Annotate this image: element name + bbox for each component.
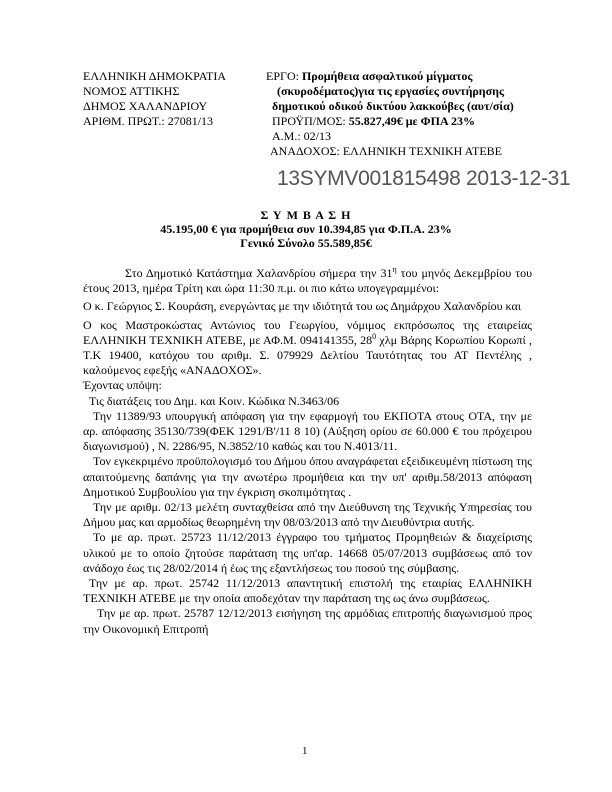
party-contractor-sup: 0 (372, 331, 377, 341)
consideration-item: Την με αρ. πρωτ. 25742 11/12/2013 απαντητική επιστολή της εταιρίας ΕΛΛΗΝΙΚΗ ΤΕΧΝΙΚΗ ΑΤΕΒΕ με την οποία αποδεχόταν την παράταση της ως άνω συμβάσεως. (83, 576, 532, 606)
issuer-line-municipality: ΔΗΜΟΣ ΧΑΛΑΝΔΡΙΟΥ (83, 99, 208, 113)
consideration-item: Την με αρ. πρωτ. 25787 12/12/2013 εισήγηση της αρμόδιας επιτροπής διαγωνισμού προς την Οικονομική Επιτροπή (83, 606, 532, 636)
contract-amount-line: 45.195,00 € για προμήθεια συν 10.394,85 για Φ.Π.Α. 23% (160, 222, 452, 236)
considering-heading: Έχοντας υπόψη: (83, 378, 162, 393)
contractor-line: ΑΝΑΔΟΧΟΣ: ΕΛΛΗΝΙΚΗ ΤΕΧΝΙΚΗ ΑΤΕΒΕ (270, 144, 502, 158)
budget-line (266, 114, 514, 129)
intro-text-b: του μηνός Δεκεμβρίου του έτους 2013, ημέρα Τρίτη και ώρα 11:30 π.μ. οι πιο κάτω υπογεγραμμένοι: (83, 266, 533, 296)
project-title-1: Προμήθεια ασφαλτικού μίγματος (301, 69, 473, 83)
consideration-item: Την με αριθμ. 02/13 μελέτη συνταχθείσα από την Διεύθυνση της Τεχνικής Υπηρεσίας του Δήμου μας και αρμοδίως θεωρημένη την 08/03/2013 από την Διευθύντρια αυτής. (83, 500, 532, 530)
contract-body (83, 266, 532, 637)
project-block (266, 69, 514, 159)
budget-value: 55.827,49€ με ΦΠΑ 23% (348, 114, 475, 128)
issuer-block (83, 69, 226, 129)
project-title-3: δημοτικού οδικού δικτύου λακκούβες (αυτ/σία) (272, 99, 514, 113)
intro-sup: η (392, 265, 397, 274)
consideration-item: Την 11389/93 υπουργική απόφαση για την εφαρμογή του ΕΚΠΟΤΑ στους ΟΤΑ, την με αρ. απόφασης 35130/739(ΦΕΚ 1291/Β'/11 8 10) (Αύξηση ορίου σε 60.000 € του πρόχειρου διαγωνισμού) , Ν. 2286/95, Ν.3852/10 καθώς και του Ν.4013/11. (83, 408, 532, 454)
project-title-2: (σκυροδέματος)για τις εργασίες συντήρησης (277, 84, 505, 98)
project-line-1 (266, 69, 514, 84)
consideration-item: Τον εγκεκριμένο προϋπολογισμό του Δήμου όπου αναγράφεται εξειδικευμένη πίστωση της απαιτούμενης δαπάνης για την ανωτέρω προμήθεια και την υπ' αριθμ.58/2013 απόφαση Δημοτικού Συμβουλίου για την έγκριση σκοπιμότητας . (83, 454, 532, 499)
issuer-line-prefecture: ΝΟΜΟΣ ΑΤΤΙΚΗΣ (83, 84, 180, 98)
am-number: Α.Μ.: 02/13 (272, 129, 332, 143)
ada-stamp: 13SYMV001815498 2013-12-31 (277, 167, 571, 190)
party-contractor (83, 318, 532, 379)
intro-text-a: Στο Δημοτικό Κατάστημα Χαλανδρίου σήμερα την 31 (125, 266, 393, 280)
budget-label: ΠΡΟΫΠ/ΜΟΣ: (272, 114, 346, 128)
party-mayor: Ο κ. Γεώργιος Σ. Κουράση, ενεργώντας με την ιδιότητά του ως Δημάρχου Χαλανδρίου και (83, 299, 521, 314)
contract-heading: Σ Υ Μ Β Α Σ Η (260, 208, 352, 222)
party-contractor-text-b: χλμ Βάρης Κορωπίου Κορωπί , Τ.Κ 19400, κατόχου του αριθμ. Σ. 079929 Δελτίου Ταυτότητας του ΑΤ Πεντέλης , καλούμενος εφεξής «ΑΝΑΔΟΧΟΣ». (83, 332, 532, 378)
contract-total-line: Γενικό Σύνολο 55.589,85€ (240, 236, 372, 250)
project-label: ΕΡΓΟ: (266, 69, 299, 83)
issuer-line-republic: ΕΛΛΗΝΙΚΗ ΔΗΜΟΚΡΑΤΙΑ (83, 69, 227, 83)
party-contractor-text-a: Ο κος Μαστροκώστας Αντώνιος του Γεωργίου, νόμιμος εκπρόσωπος της εταιρείας ΕΛΛΗΝΙΚΗ ΤΕΧΝΙΚΗ ΑΤΕΒΕ, με ΑΦ.Μ. 094141355, 28 (83, 317, 532, 347)
protocol-number: ΑΡΙΘΜ. ΠΡΩΤ.: 27081/13 (83, 114, 214, 128)
page-number: 1 (302, 745, 308, 757)
consideration-item: Τις διατάξεις του Δημ. και Κοιν. Κώδικα Ν.3463/06 (89, 393, 340, 408)
consideration-item: Το με αρ. πρωτ. 25723 11/12/2013 έγγραφο του τμήματος Προμηθειών & διαχείρισης υλικού με το οποίο ζητούσε παράταση της υπ'αρ. 14668 05/07/2013 συμβάσεως από τον ανάδοχο έως τις 28/02/2014 ή έως της εξαντλήσεως του ποσού της σύμβασης. (83, 530, 532, 575)
intro-paragraph (83, 266, 532, 296)
